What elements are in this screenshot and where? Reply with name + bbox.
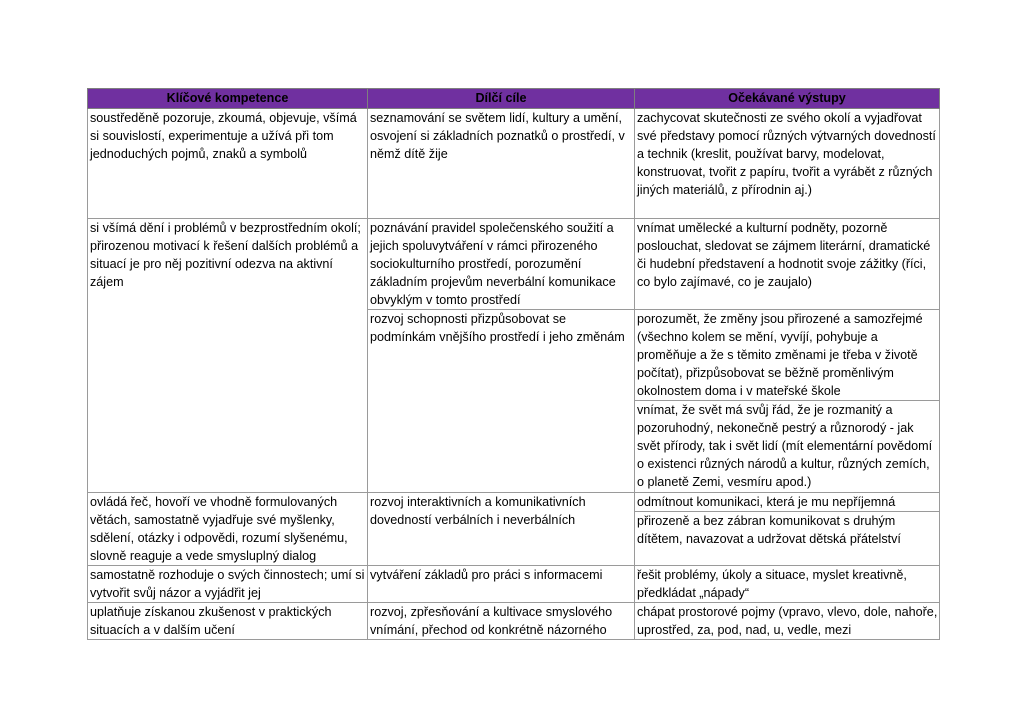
competence-cell: uplatňuje získanou zkušenost v praktických situacích a v dalším učení [88, 603, 368, 640]
table-row [88, 219, 940, 310]
outcome-cell: zachycovat skutečnosti ze svého okolí a vyjadřovat své představy pomocí různých výtvarných dovedností a technik (kreslit, používat barvy, modelovat, konstruovat, tvořit z papíru, tvořit a vyrábět z různých jiných materiálů, z přírodnin aj.) [635, 109, 940, 219]
header-ocekavane-vystupy: Očekávané výstupy [635, 89, 940, 109]
competence-cell: si všímá dění i problémů v bezprostředním okolí; přirozenou motivací k řešení dalších problémů a situací je pro něj pozitivní odezva na aktivní zájem [88, 219, 368, 493]
goal-cell: seznamování se světem lidí, kultury a umění, osvojení si základních poznatků o prostředí, v němž dítě žije [368, 109, 635, 219]
outcome-cell: řešit problémy, úkoly a situace, myslet kreativně, předkládat „nápady“ [635, 566, 940, 603]
competence-cell: samostatně rozhoduje o svých činnostech; umí si vytvořit svůj názor a vyjádřit jej [88, 566, 368, 603]
competence-cell: soustředěně pozoruje, zkoumá, objevuje, všímá si souvislostí, experimentuje a užívá při tom jednoduchých pojmů, znaků a symbolů [88, 109, 368, 219]
goal-cell: rozvoj, zpřesňování a kultivace smyslového vnímání, přechod od konkrétně názorného [368, 603, 635, 640]
header-dilci-cile: Dílčí cíle [368, 89, 635, 109]
outcome-cell: vnímat, že svět má svůj řád, že je rozmanitý a pozoruhodný, nekonečně pestrý a různorodý - jak svět přírody, tak i svět lidí (mít elementární povědomí o existenci různých národů a kultur, různých zemích, o planetě Zemi, vesmíru apod.) [635, 401, 940, 493]
goal-cell: vytváření základů pro práci s informacemi [368, 566, 635, 603]
goal-cell: rozvoj interaktivních a komunikativních dovedností verbálních i neverbálních [368, 493, 635, 566]
header-klicove-kompetence: Klíčové kompetence [88, 89, 368, 109]
goal-cell: rozvoj schopnosti přizpůsobovat se podmínkám vnějšího prostředí i jeho změnám [368, 310, 635, 493]
outcome-cell: vnímat umělecké a kulturní podněty, pozorně poslouchat, sledovat se zájmem literární, dramatické či hudební představení a hodnotit svoje zážitky (říci, co bylo zajímavé, co je zaujalo) [635, 219, 940, 310]
table-header-row [88, 89, 940, 109]
outcome-cell: chápat prostorové pojmy (vpravo, vlevo, dole, nahoře, uprostřed, za, pod, nad, u, vedle, mezi [635, 603, 940, 640]
outcome-cell: přirozeně a bez zábran komunikovat s druhým dítětem, navazovat a udržovat dětská přátelství [635, 512, 940, 566]
outcome-cell: porozumět, že změny jsou přirozené a samozřejmé (všechno kolem se mění, vyvíjí, pohybuje a proměňuje a že s těmito změnami je třeba v životě počítat), přizpůsobovat se běžně proměnlivým okolnostem doma i v mateřské škole [635, 310, 940, 401]
table-row [88, 603, 940, 640]
competence-cell: ovládá řeč, hovoří ve vhodně formulovaných větách, samostatně vyjadřuje své myšlenky, sdělení, otázky i odpovědi, rozumí slyšenému, slovně reaguje a vede smysluplný dialog [88, 493, 368, 566]
table-row [88, 493, 940, 512]
outcome-cell: odmítnout komunikaci, která je mu nepříjemná [635, 493, 940, 512]
goal-cell: poznávání pravidel společenského soužití a jejich spoluvytváření v rámci přirozeného sociokulturního prostředí, porozumění základním projevům neverbální komunikace obvyklým v tomto prostředí [368, 219, 635, 310]
competence-table [87, 88, 940, 640]
table-row [88, 566, 940, 603]
table-row [88, 109, 940, 219]
